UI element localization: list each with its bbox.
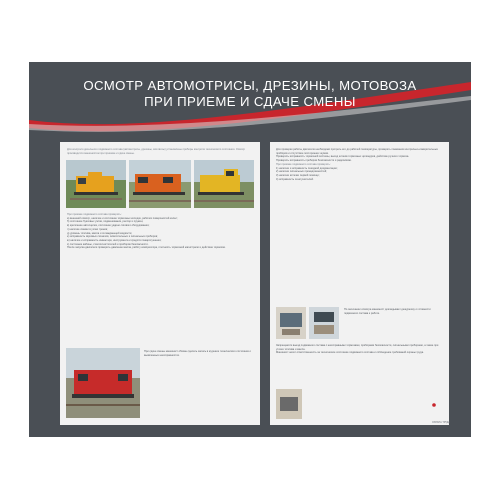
vehicle-photo-1 <box>66 160 126 208</box>
left-intro: Для контроля дизельного подвижного состава (автомотрисы, дрезины, мотовозы) установлены приборы контроля технического состояния. Осмотр производится машинистом при приемке и сдаче смены. <box>67 148 246 155</box>
right-list-title: При приемке подвижного состава проверить: <box>276 162 331 166</box>
left-item-4: г) наличие смазки в узлах трения; <box>67 227 108 231</box>
cab-photo-2 <box>309 307 339 339</box>
right-list-item-3: 3) наличие аптечки первой помощи; <box>276 173 320 177</box>
board-title <box>29 78 471 110</box>
footer-logo-text: ОХРАНА ТРУДА <box>432 421 450 424</box>
vehicle-photo-3 <box>194 160 254 208</box>
right-paragraph-4: По окончании осмотра машинист докладывает дежурному о готовности подвижного состава к работе. <box>344 308 432 315</box>
left-item-8: з) состояние кабины, стеклоочистителей и приборов безопасности. <box>67 242 149 246</box>
left-item-2: б) состояние буксовых узлов, подвешивания, рессор и пружин; <box>67 220 144 224</box>
left-item-3: в) крепление автосцепок, состояние ударно-тягового оборудования; <box>67 224 150 228</box>
left-section-1-title: При приемке подвижного состава проверить: <box>67 213 122 216</box>
right-paragraph-5: Запрещается выезд подвижного состава с неисправными тормозами, приборами безопасности, сигнальными приборами, а также при утечке топлива и масла. <box>276 344 440 351</box>
left-panel <box>60 142 260 425</box>
vehicle-photo-2 <box>129 160 191 208</box>
title-line-1: ОСМОТР АВТОМОТРИСЫ, ДРЕЗИНЫ, МОТОВОЗА <box>83 78 417 93</box>
right-panel <box>270 142 449 425</box>
right-list-item-4: 4) исправность огнетушителей. <box>276 177 314 181</box>
logo-icon <box>432 403 436 407</box>
left-item-5: д) уровень топлива, масла и охлаждающей жидкости; <box>67 231 133 235</box>
right-paragraph-3: Проверить исправность приборов безопасности и радиосвязи. <box>276 159 352 163</box>
right-paragraph-2: Проверить исправность тормозной системы, выход штоков тормозных цилиндров, действие ручного тормоза. <box>276 155 410 159</box>
left-section-2: После запуска двигателя проверить давление масла, работу компрессора, плотность тормозной магистрали и действие тормозов. <box>67 246 226 250</box>
left-item-7: ж) наличие и исправность инвентаря, инструмента и средств пожаротушения; <box>67 238 162 242</box>
right-list-item-1: 1) наличие и исправность поездной документации; <box>276 166 338 170</box>
right-paragraph-6: Машинист несет ответственность за техническое состояние подвижного состава и соблюдение требований охраны труда. <box>276 351 424 355</box>
left-item-6: е) исправность звуковых сигналов, осветительных и сигнальных приборов; <box>67 235 158 239</box>
detail-photo-1 <box>276 389 302 419</box>
safety-board <box>29 62 471 437</box>
footer-logo <box>432 403 450 424</box>
title-line-2: ПРИ ПРИЕМЕ И СДАЧЕ СМЕНЫ <box>144 94 356 109</box>
cab-photo-1 <box>276 307 306 339</box>
board-header <box>29 62 471 132</box>
right-list-item-2: 2) наличие сигнальных принадлежностей; <box>276 170 327 174</box>
vehicle-photo-4 <box>66 348 140 418</box>
left-item-1: а) внешний осмотр, наличие и состояние тормозных колодок, рабочих поверхностей колес; <box>67 216 178 220</box>
right-paragraph-1: Для проверки работы двигателя необходимо прогреть его до рабочей температуры, проверить показания контрольно-измерительных приборов и отсутствие посторонних шумов. <box>276 148 439 155</box>
left-tail-text: При сдаче смены машинист обязан сделать запись в журнале технического состояния о выявленных неисправностях. <box>144 350 252 357</box>
